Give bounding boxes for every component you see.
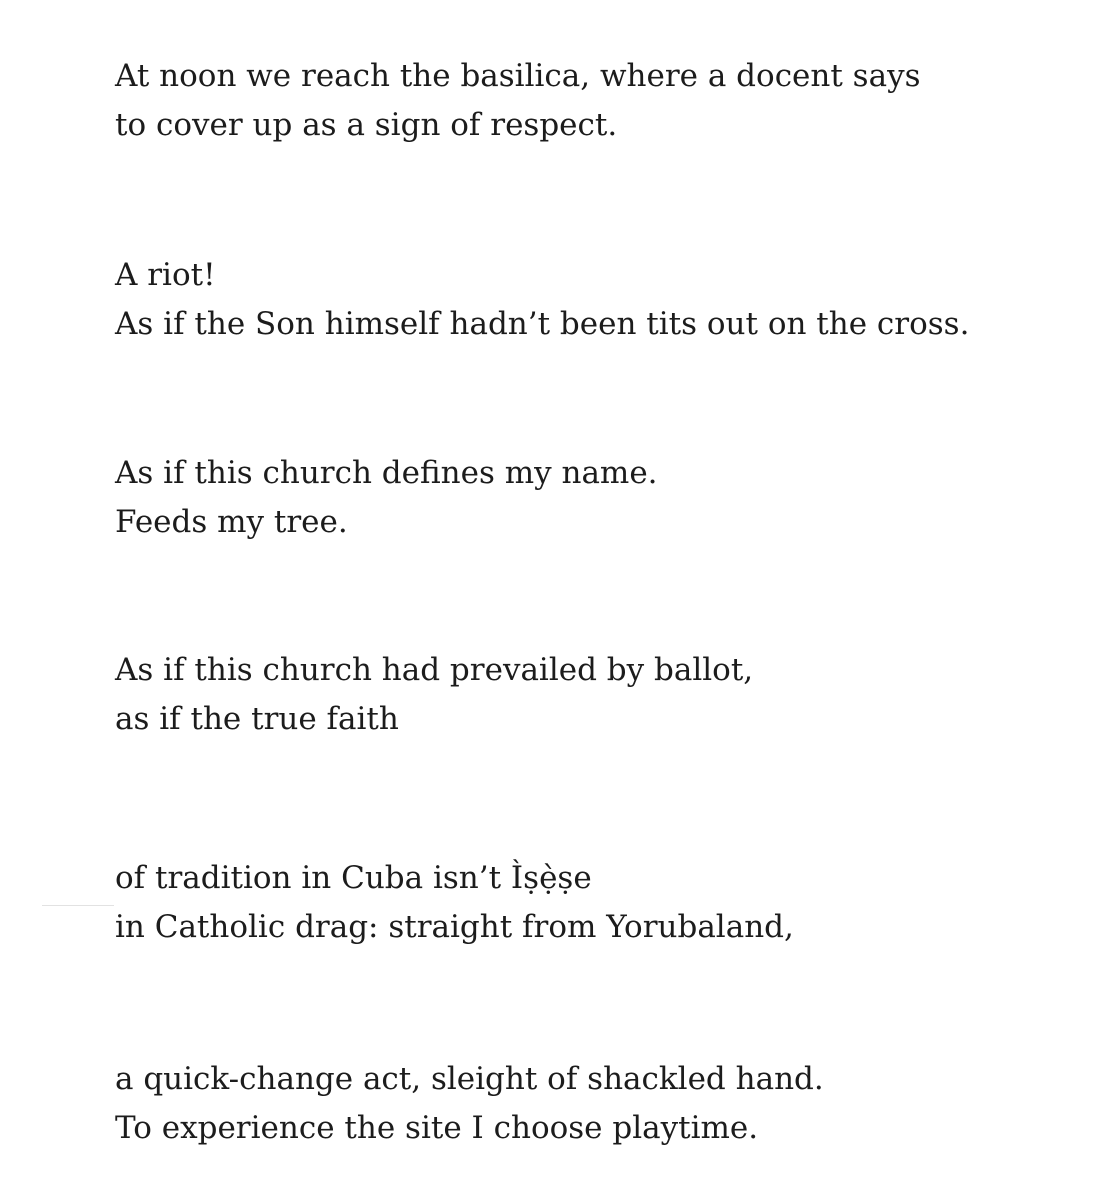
poem-line: Feeds my tree. <box>115 504 348 540</box>
stanza-3 <box>115 449 658 547</box>
poem-line: As if this church defines my name. <box>115 455 658 491</box>
stanza-5 <box>115 854 794 952</box>
stanza-1 <box>115 52 921 150</box>
poem-line: a quick-change act, sleight of shackled hand. <box>115 1061 824 1097</box>
poem-line: to cover up as a sign of respect. <box>115 107 618 143</box>
poem-line: As if the Son himself hadn’t been tits out on the cross. <box>115 306 970 342</box>
stanza-2 <box>115 251 969 349</box>
stanza-4 <box>115 646 753 744</box>
poem-line: As if this church had prevailed by ballot, <box>115 652 754 688</box>
stanza-6 <box>115 1055 824 1153</box>
poem-line: as if the true faith <box>115 701 399 737</box>
poem-line: in Catholic drag: straight from Yorubaland, <box>115 909 794 945</box>
poem-line: of tradition in Cuba isn’t Ìṣẹ̀ṣe <box>115 860 592 896</box>
poem-line: At noon we reach the basilica, where a docent says <box>115 58 921 94</box>
poem-line: A riot! <box>115 257 216 293</box>
poem-line: To experience the site I choose playtime. <box>115 1110 759 1146</box>
margin-rule-divider <box>42 905 114 906</box>
